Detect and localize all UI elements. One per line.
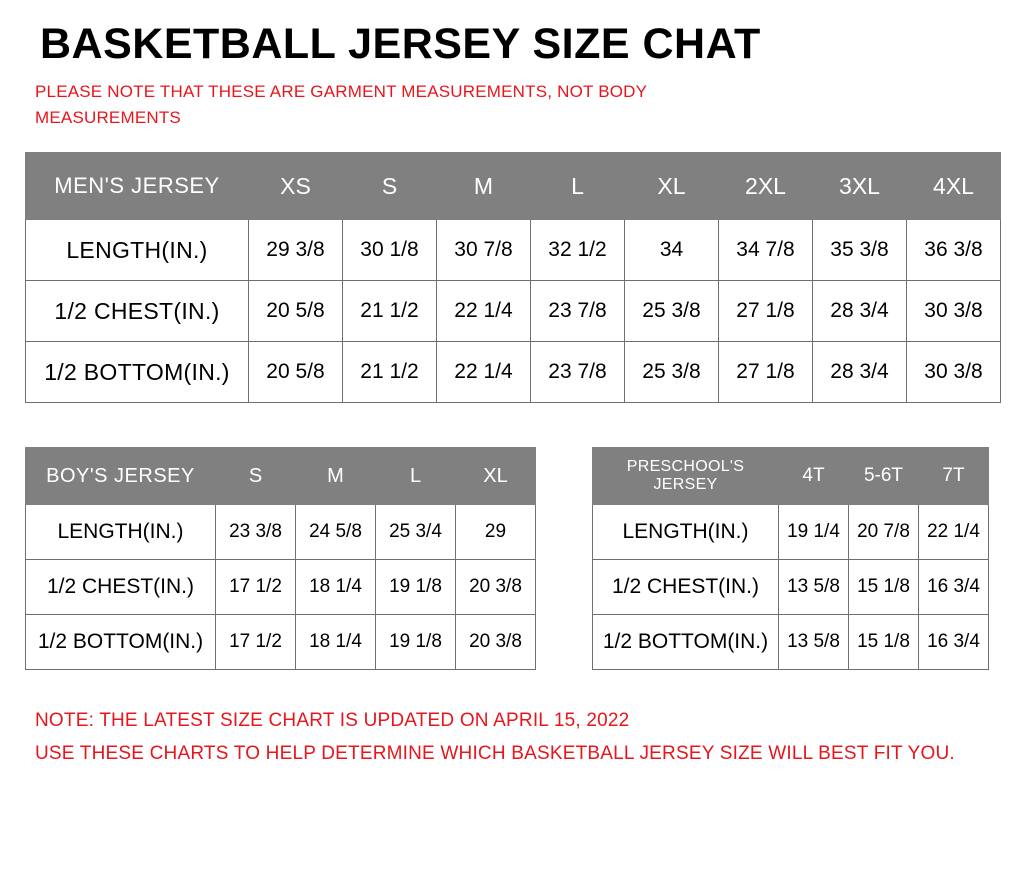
boys-jersey-size-table [25,447,536,670]
table-cell: 13 5/8 [779,560,849,615]
table-row [593,505,989,560]
column-header: 5-6T [849,448,919,505]
table-cell: 21 1/2 [343,342,437,403]
table-cell: 20 5/8 [249,281,343,342]
lower-tables-container [25,447,994,670]
table-cell: 27 1/8 [719,281,813,342]
page-title: BASKETBALL JERSEY SIZE CHAT [40,20,761,68]
table-cell: 29 3/8 [249,220,343,281]
preschool-jersey-size-table [592,447,989,670]
column-header: M [296,448,376,505]
mens-table-body [26,220,1001,403]
boys-header-label: BOY'S JERSEY [26,448,216,505]
column-header: 7T [919,448,989,505]
table-cell: 17 1/2 [216,560,296,615]
preschool-table-header [593,448,989,505]
row-label: 1/2 CHEST(IN.) [593,560,779,615]
table-cell: 32 1/2 [531,220,625,281]
table-cell: 23 3/8 [216,505,296,560]
table-cell: 20 3/8 [456,615,536,670]
row-label: LENGTH(IN.) [593,505,779,560]
row-label: 1/2 CHEST(IN.) [26,560,216,615]
column-header: 4XL [907,153,1001,220]
column-header: 4T [779,448,849,505]
table-cell: 36 3/8 [907,220,1001,281]
column-header: XL [625,153,719,220]
table-cell: 34 7/8 [719,220,813,281]
column-header: 3XL [813,153,907,220]
row-label: 1/2 BOTTOM(IN.) [593,615,779,670]
table-header-row [593,448,989,505]
table-cell: 28 3/4 [813,281,907,342]
table-cell: 18 1/4 [296,560,376,615]
column-header: S [343,153,437,220]
row-label: 1/2 BOTTOM(IN.) [26,615,216,670]
table-cell: 17 1/2 [216,615,296,670]
footer-notes [35,704,994,771]
table-cell: 16 3/4 [919,615,989,670]
table-row [26,505,536,560]
footer-note-usage: USE THESE CHARTS TO HELP DETERMINE WHICH BASKETBALL JERSEY SIZE WILL BEST FIT YOU. [35,743,955,765]
measurement-disclaimer: PLEASE NOTE THAT THESE ARE GARMENT MEASUREMENTS, NOT BODY MEASUREMENTS [35,82,647,127]
table-cell: 22 1/4 [919,505,989,560]
column-header: M [437,153,531,220]
table-cell: 15 1/8 [849,615,919,670]
table-header-row [26,153,1001,220]
table-header-row [26,448,536,505]
table-cell: 28 3/4 [813,342,907,403]
column-header: S [216,448,296,505]
table-cell: 34 [625,220,719,281]
table-cell: 25 3/8 [625,281,719,342]
column-header: L [376,448,456,505]
table-cell: 19 1/8 [376,560,456,615]
column-header: XS [249,153,343,220]
table-cell: 27 1/8 [719,342,813,403]
row-label: LENGTH(IN.) [26,505,216,560]
table-cell: 30 1/8 [343,220,437,281]
table-cell: 20 5/8 [249,342,343,403]
table-row [26,560,536,615]
table-row [26,615,536,670]
boys-table-header [26,448,536,505]
table-cell: 19 1/4 [779,505,849,560]
table-cell: 29 [456,505,536,560]
table-cell: 15 1/8 [849,560,919,615]
footer-note-update: NOTE: THE LATEST SIZE CHART IS UPDATED ON APRIL 15, 2022 [35,710,630,732]
table-cell: 25 3/4 [376,505,456,560]
table-cell: 23 7/8 [531,342,625,403]
row-label: LENGTH(IN.) [26,220,249,281]
table-row [26,342,1001,403]
column-header: 2XL [719,153,813,220]
size-chart-page [0,22,1024,881]
table-row [593,615,989,670]
table-row [26,281,1001,342]
table-cell: 22 1/4 [437,281,531,342]
table-cell: 16 3/4 [919,560,989,615]
column-header: L [531,153,625,220]
table-row [593,560,989,615]
table-cell: 30 7/8 [437,220,531,281]
row-label: 1/2 CHEST(IN.) [26,281,249,342]
table-cell: 20 7/8 [849,505,919,560]
table-cell: 24 5/8 [296,505,376,560]
mens-jersey-size-table [25,152,1001,403]
row-label: 1/2 BOTTOM(IN.) [26,342,249,403]
table-cell: 35 3/8 [813,220,907,281]
mens-header-label: MEN'S JERSEY [26,153,249,220]
preschool-table-body [593,505,989,670]
table-cell: 19 1/8 [376,615,456,670]
table-cell: 30 3/8 [907,342,1001,403]
table-cell: 25 3/8 [625,342,719,403]
mens-table-header [26,153,1001,220]
column-header: XL [456,448,536,505]
preschool-header-label: PRESCHOOL'S JERSEY [593,448,779,505]
boys-table-body [26,505,536,670]
table-cell: 22 1/4 [437,342,531,403]
table-cell: 20 3/8 [456,560,536,615]
table-cell: 30 3/8 [907,281,1001,342]
table-cell: 21 1/2 [343,281,437,342]
table-cell: 18 1/4 [296,615,376,670]
table-cell: 23 7/8 [531,281,625,342]
table-cell: 13 5/8 [779,615,849,670]
table-row [26,220,1001,281]
